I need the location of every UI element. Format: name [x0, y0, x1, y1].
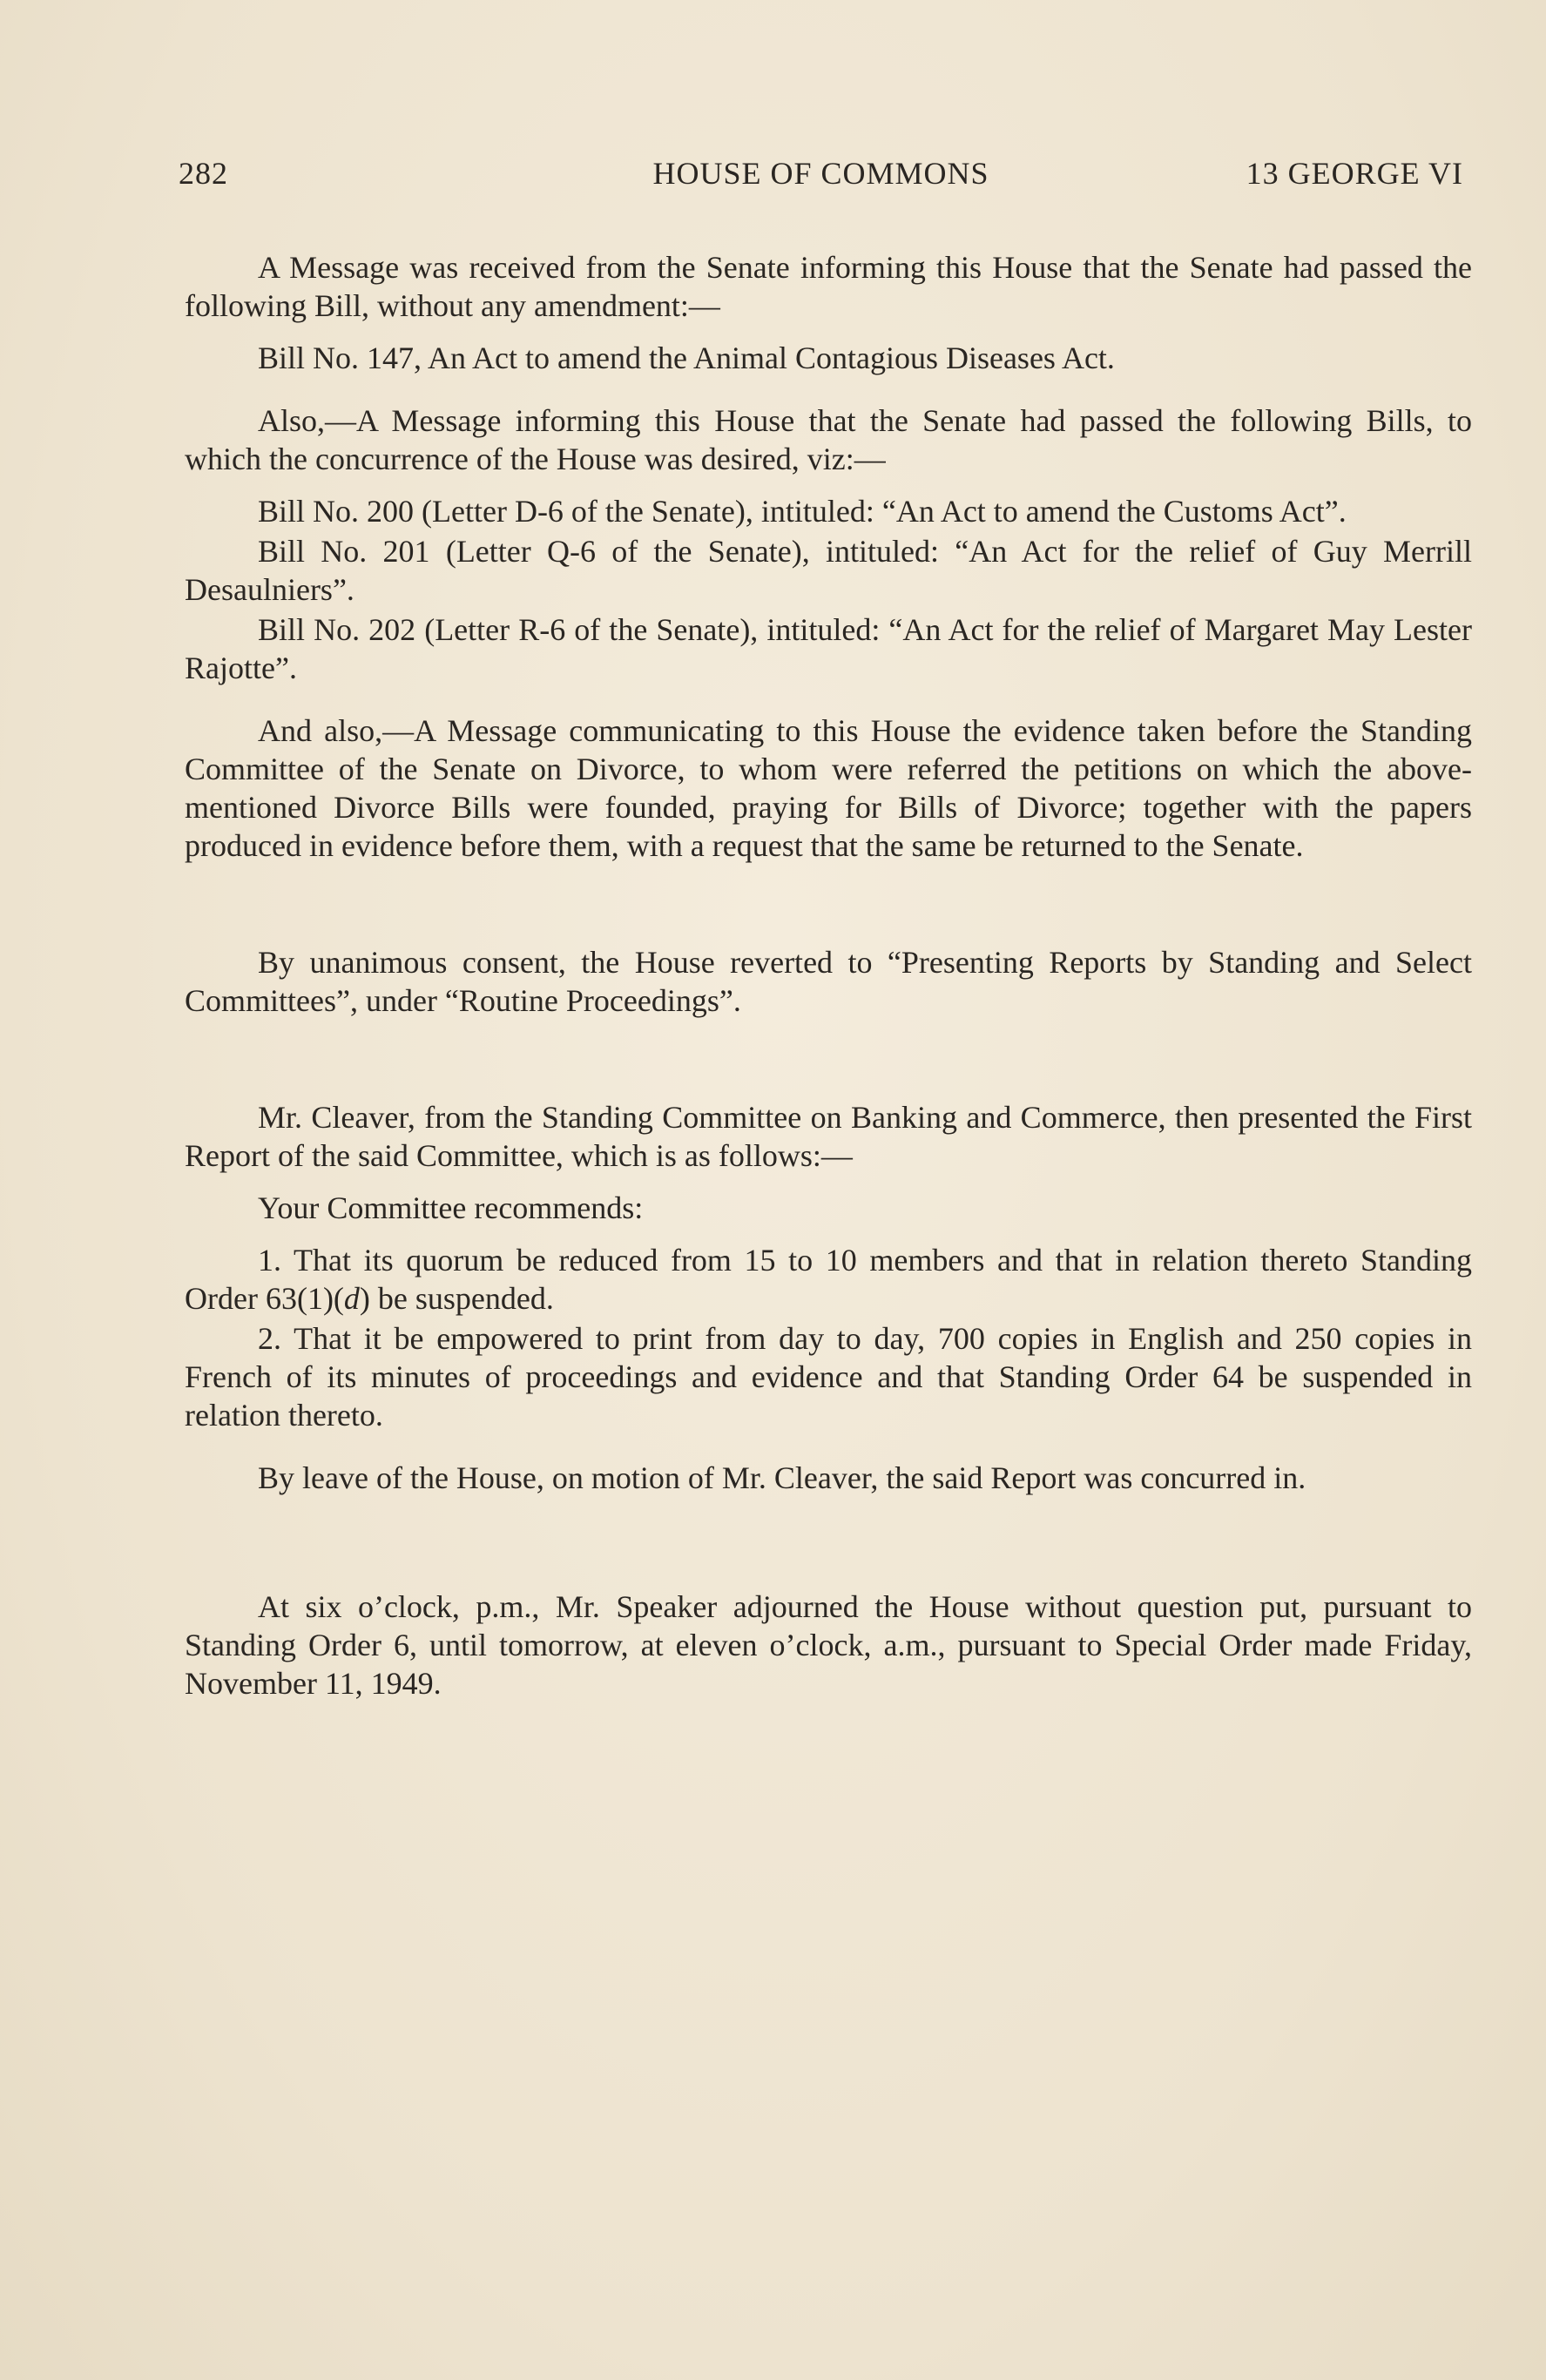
- recommendation-2-paragraph: 2. That it be empowered to print from day to day, 700 copies in English and 250 copies in French of its minutes of proceedings and evidence and that Standing Order 64 be suspended in relation thereto.: [185, 1321, 1472, 1433]
- committee-recommends-paragraph: Your Committee recommends:: [258, 1190, 644, 1225]
- bill-200-paragraph: Bill No. 200 (Letter D-6 of the Senate), intituled: “An Act to amend the Customs Act”.: [258, 494, 1347, 529]
- adjournment-paragraph: At six o’clock, p.m., Mr. Speaker adjourned the House without question put, pursuant to Standing Order 6, until tomorrow, at eleven o’clock, a.m., pursuant to Special Order made Friday, November 11, 1949.: [185, 1589, 1472, 1701]
- recommendation-1-paragraph: [185, 1241, 1472, 1318]
- recommendation-1-end: ) be suspended.: [359, 1281, 554, 1316]
- page-body: [185, 248, 1472, 1702]
- recommendation-1-text: 1. That its quorum be reduced from 15 to 10 members and that in relation thereto Standing Order 63(1)(: [185, 1243, 1472, 1316]
- recommendation-1-italic: d: [343, 1281, 360, 1316]
- concurrence-paragraph: By leave of the House, on motion of Mr. Cleaver, the said Report was concurred in.: [258, 1460, 1306, 1495]
- also-message-paragraph: Also,—A Message informing this House that the Senate had passed the following Bills, to which the concurrence of the House was desired, viz:—: [185, 403, 1472, 476]
- bill-202-paragraph: Bill No. 202 (Letter R-6 of the Senate), intituled: “An Act for the relief of Margaret May Lester Rajotte”.: [185, 612, 1472, 685]
- running-header: [179, 155, 1463, 199]
- bill-201-paragraph: Bill No. 201 (Letter Q-6 of the Senate), intituled: “An Act for the relief of Guy Merrill Desaulniers”.: [185, 534, 1472, 607]
- page-number: 282: [179, 156, 228, 191]
- page-title: HOUSE OF COMMONS: [652, 156, 989, 191]
- senate-message-paragraph: A Message was received from the Senate informing this House that the Senate had passed the following Bill, without any amendment:—: [185, 250, 1472, 323]
- evidence-message-paragraph: And also,—A Message communicating to this House the evidence taken before the Standing Committee of the Senate on Divorce, to whom were referred the petitions on which the above-mentioned Divorce Bills were founded, praying for Bills of Divorce; together with the papers produced in evidence before them, with a request that the same be returned to the Senate.: [185, 713, 1472, 863]
- reign-label: 13 GEORGE VI: [1246, 156, 1463, 191]
- bill-147-paragraph: Bill No. 147, An Act to amend the Animal Contagious Diseases Act.: [258, 340, 1115, 375]
- cleaver-report-paragraph: Mr. Cleaver, from the Standing Committee on Banking and Commerce, then presented the First Report of the said Committee, which is as follows:—: [185, 1100, 1472, 1173]
- unanimous-consent-paragraph: By unanimous consent, the House reverted to “Presenting Reports by Standing and Select Committees”, under “Routine Proceedings”.: [185, 945, 1472, 1018]
